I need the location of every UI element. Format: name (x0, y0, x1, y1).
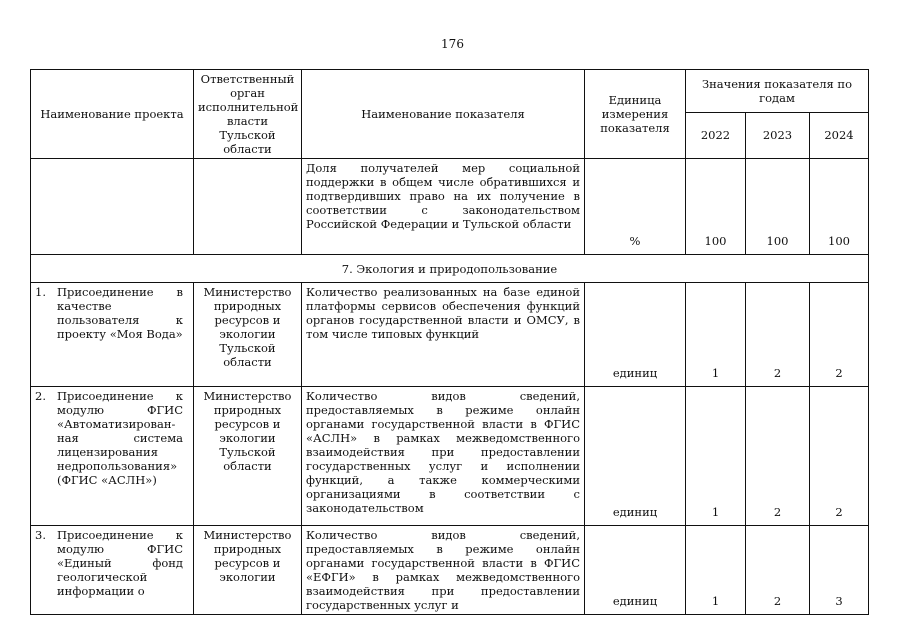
value-cell: 2 (746, 283, 810, 387)
unit-cell: единиц (585, 526, 686, 615)
value-cell: 2 (746, 387, 810, 526)
value-cell: 2 (810, 283, 869, 387)
table-row (31, 387, 869, 526)
header-unit: Единица измерения показателя (585, 70, 686, 159)
indicator-cell: Количество видов сведений, предоставляемых в режиме онлайн органами государственной власти в ФГИС «ЕФГИ» в рамках межведомственного взаимодействия при предоставлении государственных услуг и (302, 526, 585, 615)
project-number: 2. (35, 389, 46, 403)
header-project: Наименование проекта (31, 70, 194, 159)
indicator-cell: Доля получателей мер социальной поддержки в общем числе обратившихся и подтвердивших право на их получение в соответствии с законодательством Российской Федерации и Тульской области (302, 159, 585, 255)
value-cell: 2 (746, 526, 810, 615)
header-responsible: Ответственный орган исполнительной власти Тульской области (194, 70, 302, 159)
unit-cell: % (585, 159, 686, 255)
project-number: 3. (35, 528, 46, 542)
project-name: Присоединение к модулю ФГИС «Автоматизирован-ная система лицензирования недропользования» (ФГИС «АСЛН») (57, 389, 183, 487)
value-cell: 100 (810, 159, 869, 255)
value-cell: 1 (686, 387, 746, 526)
header-year: 2022 (686, 112, 746, 158)
project-cell (31, 526, 194, 615)
project-cell (31, 159, 194, 255)
value-cell: 1 (686, 526, 746, 615)
unit-cell: единиц (585, 283, 686, 387)
table-row (31, 159, 869, 255)
section-title: 7. Экология и природопользование (31, 255, 869, 283)
responsible-cell: Министерство природных ресурсов и экологии Тульской области (194, 387, 302, 526)
indicator-table (30, 69, 869, 615)
indicator-cell: Количество видов сведений, предоставляемых в режиме онлайн органами государственной власти в ФГИС «АСЛН» в рамках межведомственного взаимодействия при предоставлении государственных услуг и исполнении функций, а также коммерческими организациями в соответствии с законодательством (302, 387, 585, 526)
value-cell: 100 (746, 159, 810, 255)
indicator-cell: Количество реализованных на базе единой платформы сервисов обеспечения функций органов государственной власти и ОМСУ, в том числе типовых функций (302, 283, 585, 387)
project-name: Присоединение в качестве пользователя к проекту «Моя Вода» (57, 285, 183, 341)
responsible-cell (194, 159, 302, 255)
project-name: Присоединение к модулю ФГИС «Единый фонд геологической информации о (57, 528, 183, 598)
section-row (31, 255, 869, 283)
project-cell (31, 387, 194, 526)
responsible-cell: Министерство природных ресурсов и экологии Тульской области (194, 283, 302, 387)
page-number: 176 (441, 37, 464, 51)
project-cell (31, 283, 194, 387)
responsible-cell: Министерство природных ресурсов и экологии (194, 526, 302, 615)
header-indicator: Наименование показателя (302, 70, 585, 159)
project-number: 1. (35, 285, 46, 299)
table-row (31, 526, 869, 615)
value-cell: 100 (686, 159, 746, 255)
header-year: 2023 (746, 112, 810, 158)
table-row (31, 283, 869, 387)
header-year: 2024 (810, 112, 869, 158)
header-values-group: Значения показателя по годам (686, 70, 869, 113)
value-cell: 1 (686, 283, 746, 387)
value-cell: 2 (810, 387, 869, 526)
value-cell: 3 (810, 526, 869, 615)
unit-cell: единиц (585, 387, 686, 526)
